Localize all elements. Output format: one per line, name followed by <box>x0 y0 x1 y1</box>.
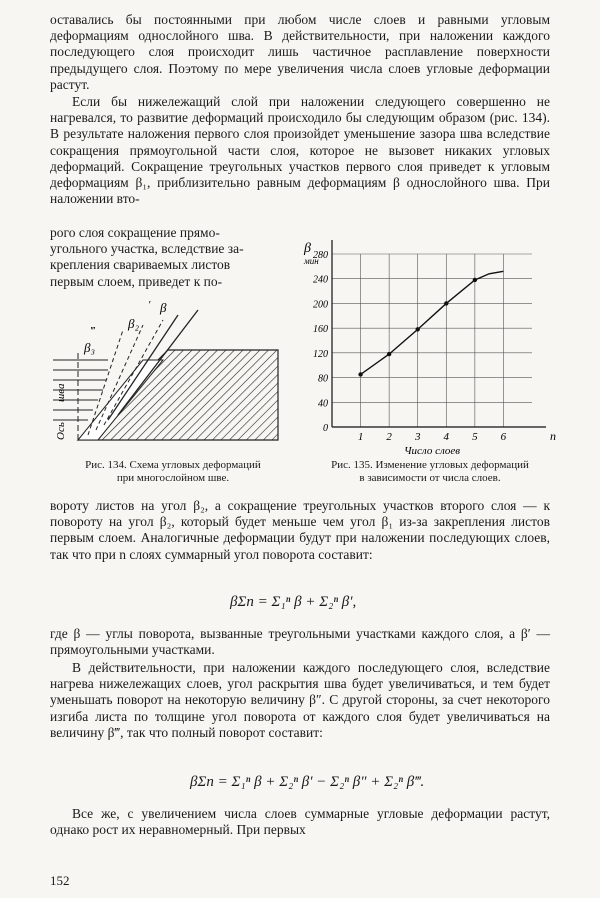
wrap-line: угольного участка, вследствие за- <box>50 241 244 257</box>
caption-134-line-2: при многослойном шве. <box>116 472 230 484</box>
paragraph-2-wrap <box>50 225 300 290</box>
data-point <box>473 278 477 282</box>
y-tick-label: 0 <box>323 423 328 434</box>
paragraph-3: вороту листов на угол β₂, а сокращение треугольных участков второго слоя — к повороту на угол β₂, который будет меньше чем угол β₁ из-за закрепления листов первым слоем. Аналогичные деформации будут при наложении последующих слоев, так что при n слоях суммарный угол поворота составит: <box>50 498 550 562</box>
figure-135-chart <box>300 232 560 457</box>
caption-135-line-2: в зависимости от числа слоев. <box>359 472 501 484</box>
data-point <box>444 301 448 305</box>
y-tick-label: 280 <box>313 250 328 261</box>
label-axis-word-1: Ось <box>55 422 67 440</box>
formula-1: βΣn = Σ₁ⁿ β + Σ₂ⁿ β′, <box>230 594 357 610</box>
x-tick-label: 5 <box>472 431 478 443</box>
x-axis-symbol: n <box>550 429 556 443</box>
figure-134-caption <box>48 459 298 485</box>
figure-134-diagram <box>48 290 288 455</box>
data-point <box>416 327 420 331</box>
x-tick-label: 3 <box>414 431 421 443</box>
y-tick-label: 40 <box>318 398 328 410</box>
y-tick-label: 80 <box>318 373 328 385</box>
caption-135-line-1: Рис. 135. Изменение угловых деформаций <box>331 459 529 471</box>
x-tick-label: 1 <box>357 431 364 443</box>
y-axis-unit: мин <box>304 256 319 266</box>
label-beta: β <box>160 300 167 315</box>
caption-134-line-1: Рис. 134. Схема угловых деформаций <box>85 459 261 471</box>
label-beta3: β₃ <box>84 340 95 355</box>
y-tick-label: 160 <box>313 324 328 336</box>
y-tick-label: 120 <box>313 348 328 360</box>
y-tick-label: 240 <box>313 274 328 286</box>
wrap-line: первым слоем, приведет к по- <box>50 273 223 289</box>
label-beta2: β₂ <box>128 316 139 331</box>
paragraph-4: где β — углы поворота, вызванные треугольными участками каждого слоя, а β′ — прямоугольными участками. <box>50 626 550 658</box>
x-tick-label: 4 <box>443 431 450 443</box>
page-number: 152 <box>50 873 70 888</box>
x-axis-label: Число слоев <box>403 445 461 457</box>
paragraph-2: Если бы нижележащий слой при наложении следующего совершенно не нагревался, то развитие деформаций происходило бы следующим образом (рис. 134). В результате наложения первого слоя произойдет уменьшение зазора шва вследствие сокращения прямоугольной части слоя, которое не вызовет никаких угловых деформаций. Сокращение треугольных участков первого слоя приведет к угловым деформациям β₁, приблизительно равным деформациям β однослойного шва. При наложении вто- <box>50 94 550 207</box>
paragraph-5: В действительности, при наложении каждого последующего слоя, вследствие нагрева нижележащих слоев, угол раскрытия шва будет увеличиваться, и тем будет уменьшать поворот на некоторую величину β″. С другой стороны, за счет некоторого изгиба листа по толщине угол поворота от каждого слоя будет увеличиваться на величину β‴, так что полный поворот составит: <box>50 660 550 740</box>
y-tick-label: 200 <box>313 299 328 311</box>
label-triple-prime: ‴ <box>90 325 95 337</box>
wrap-line: крепления свариваемых листов <box>50 257 231 273</box>
data-point <box>387 352 391 356</box>
series-line <box>361 271 504 374</box>
paragraph-1: оставались бы постоянными при любом числе слоев и равными угловым деформациям однослойного шва. В действительности, при наложении каждого последующего слоя происходит лишь частичное расплавление поверхности предыдущего слоя. Поэтому по мере увеличения числа слоев угловые деформации растут. <box>50 12 550 92</box>
x-tick-label: 6 <box>500 431 507 443</box>
data-point <box>358 372 362 376</box>
paragraph-6: Все же, с увеличением числа слоев суммарные угловые деформации растут, однако рост их неравномерный. При первых <box>50 806 550 838</box>
y-axis-label: β <box>304 241 311 256</box>
formula-2: βΣn = Σ₁ⁿ β + Σ₂ⁿ β′ − Σ₂ⁿ β″ + Σ₂ⁿ β‴. <box>190 774 425 790</box>
figure-135-caption <box>300 459 560 485</box>
x-tick-label: 2 <box>386 431 392 443</box>
wrap-line: рого слоя сокращение прямо- <box>50 225 220 240</box>
label-prime: ′ <box>148 299 151 311</box>
label-axis-word-2: шва <box>55 383 67 402</box>
